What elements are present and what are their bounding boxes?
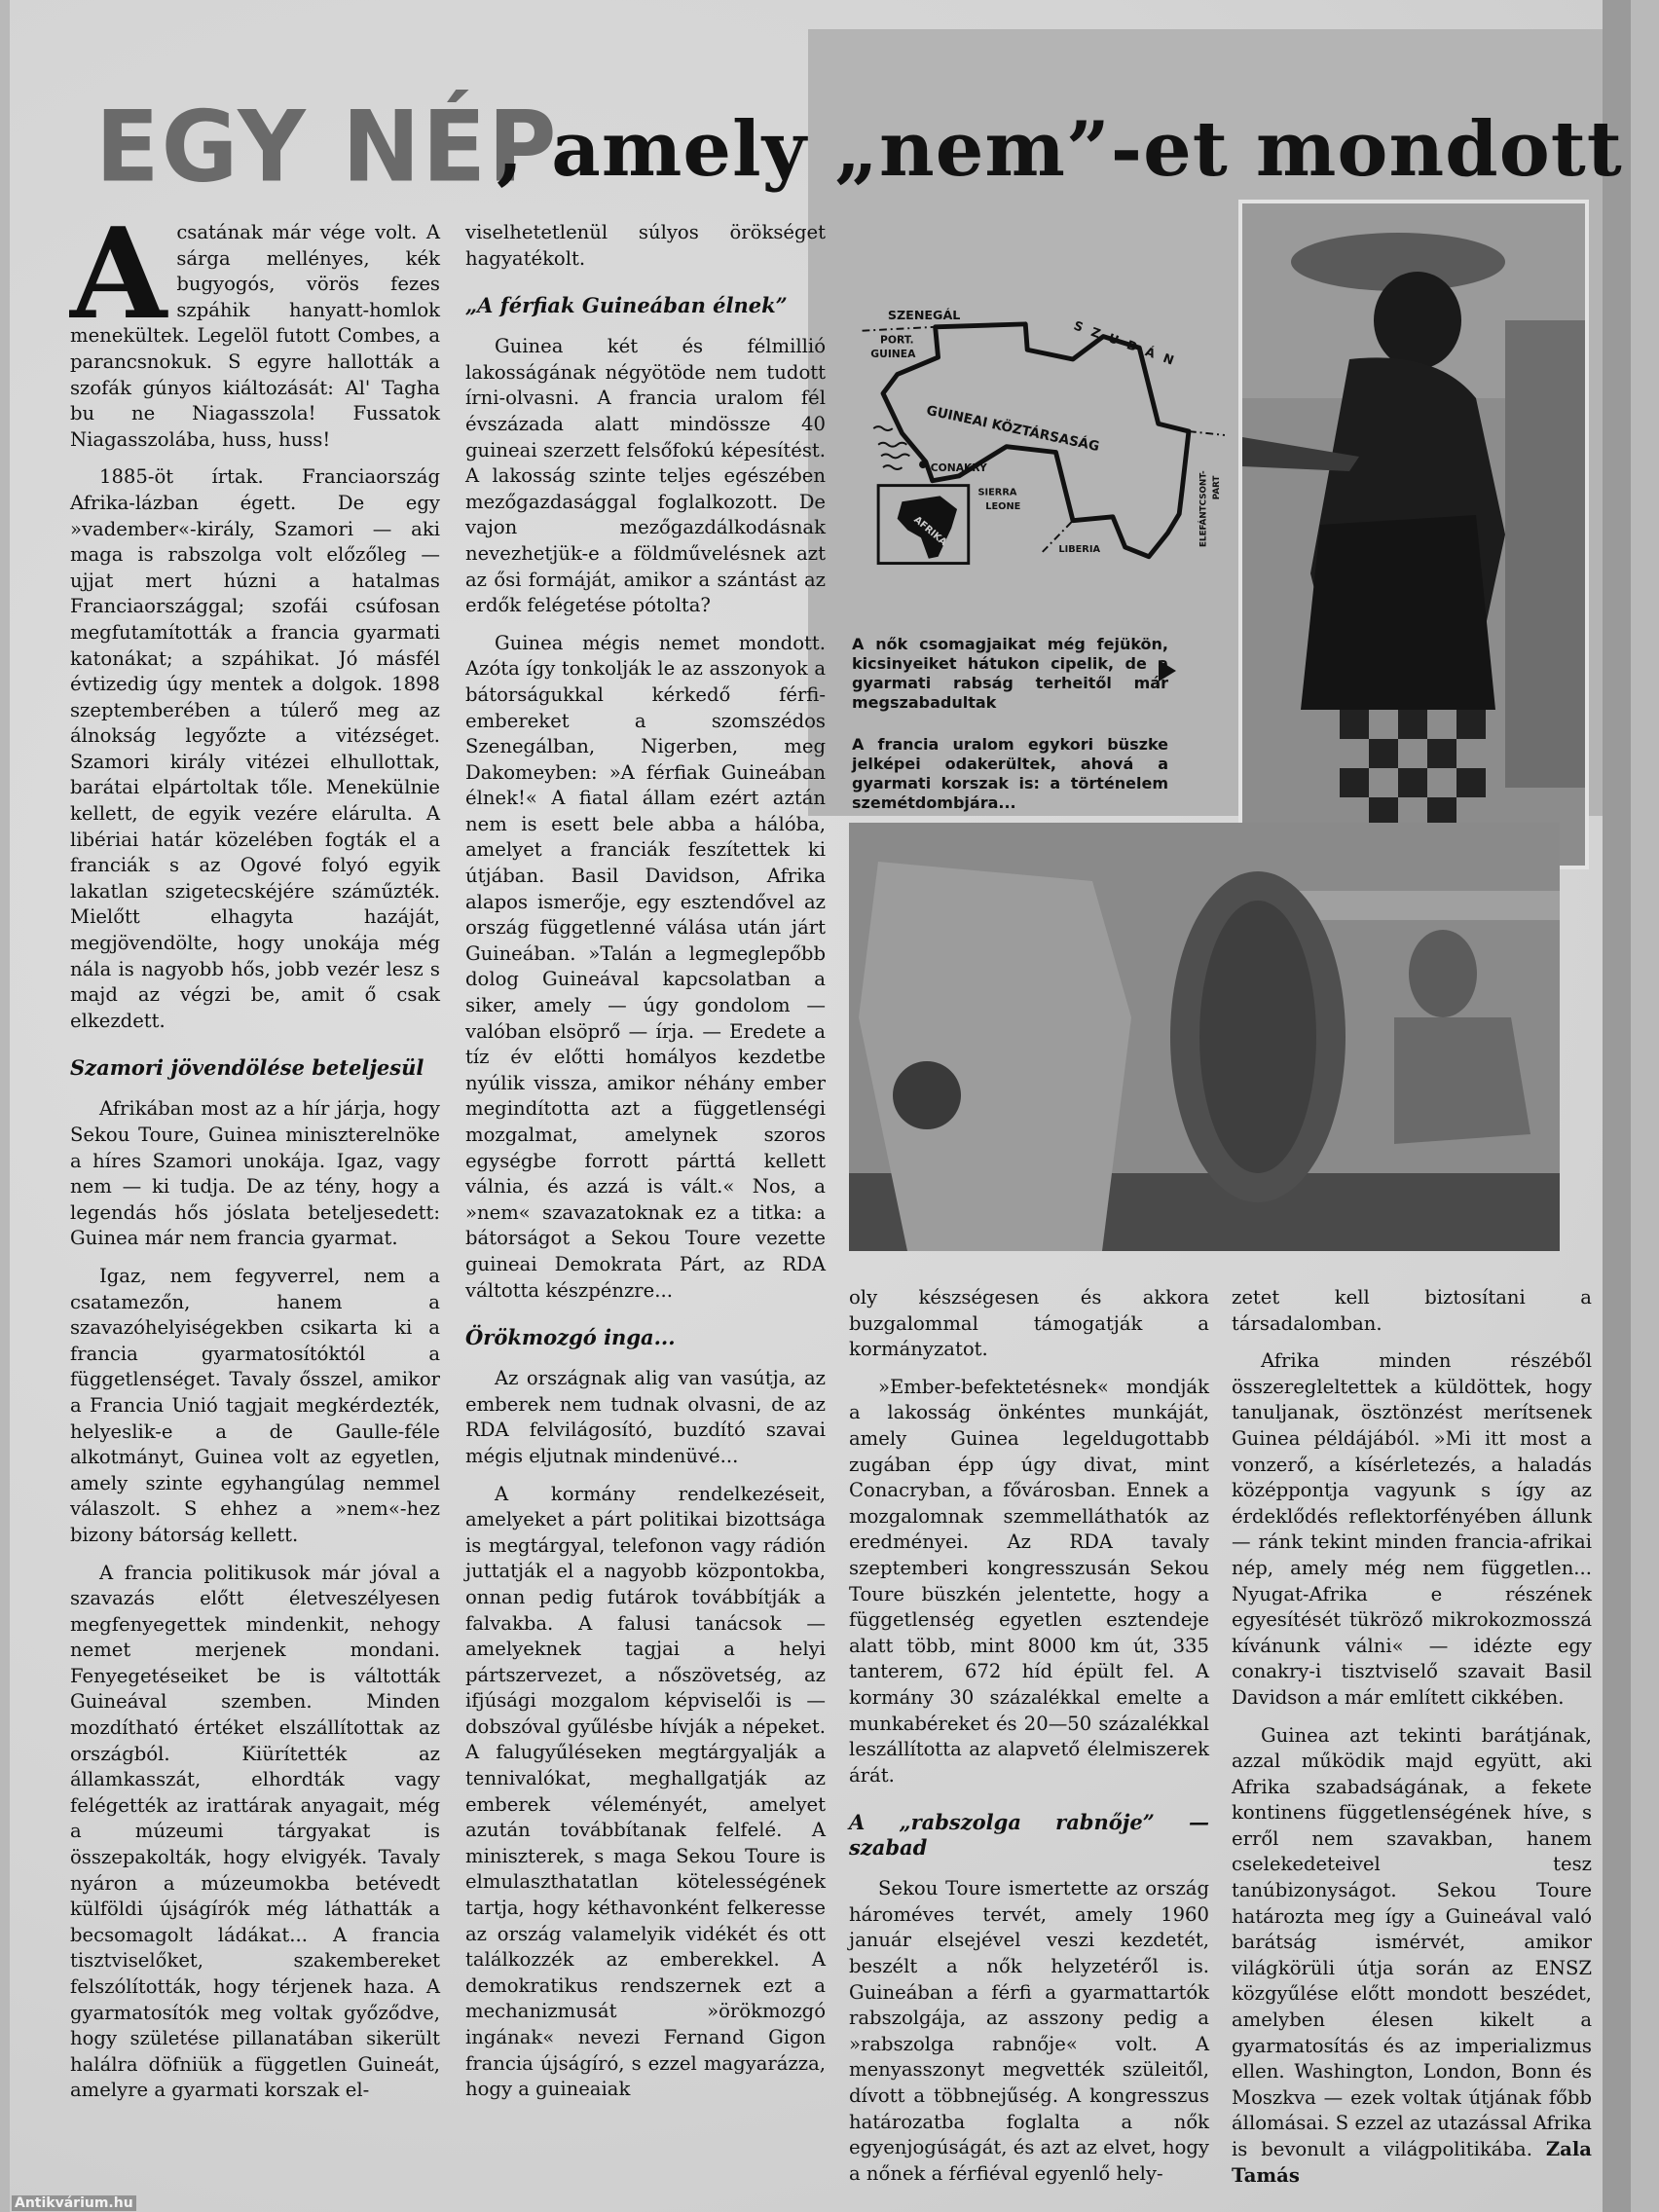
subheading: A „rabszolga rabnője” — szabad [849, 1810, 1209, 1861]
article-column-2 [465, 220, 826, 2115]
paragraph: Acsatának már vége volt. A sárga mellényes, kék bugyogós, vörös fezes szpáhik hanyatt-homlok menekültek. Legelöl futott Combes, a parancsnokuk. S egyre hallották a szofák gúnyos kiáltozását: Al' Tagha bu ne Niagasszola! Fussatok Niagasszolába, huss, huss! [70, 202, 440, 451]
article-column-1 [70, 202, 440, 2116]
paragraph: Guinea két és félmillió lakosságának négyötöde nem tudott írni-olvasni. A francia uralom fél évszázada alatt mindössze 40 guineai szerzett felsőfokú képesítést. A lakosság szinte teljes egészében mezőgazdasággal foglalkozott. De vajon mezőgazdálkodásnak nevezhetjük-e a földművelésnek azt az ősi formáját, amikor a szántást az erdők felégetése pótolta? [465, 335, 826, 617]
paragraph: viselhetetlenül súlyos örökséget hagyatékolt. [465, 221, 826, 270]
paragraph: oly készségesen és akkora buzgalommal támogatják a kormányzatot. [849, 1286, 1209, 1361]
photo-colonial-symbols [849, 823, 1560, 1251]
watermark: Antikvárium.hu [12, 2195, 136, 2211]
headline: , amely „nem”-et mondott [497, 105, 1623, 194]
article-column-3 [849, 1285, 1209, 2198]
paragraph: Az országnak alig van vasútja, az emberek nem tudnak olvasni, de az RDA felvilágosító, buzdító szavai mégis eljutnak mindenüvé... [465, 1367, 826, 1467]
map-label-guinea: GUINEAI KÖZTÁRSASÁG [925, 402, 1101, 456]
map-label-sierra-leone: LEONE [985, 501, 1021, 512]
dashed-border [1189, 431, 1225, 435]
paragraph: Afrikában most az a hír járja, hogy Sekou Toure, Guinea miniszterelnöke a híres Szamori unokája. Igaz, vagy nem — ki tudja. De az tény, hogy a legendás hős jóslata beteljesedett: Guinea már nem francia gyarmat. [70, 1097, 440, 1250]
paragraph: Igaz, nem fegyverrel, nem a csatamezőn, hanem a szavazóhelyiségekben csikarta ki a francia gyarmatosítóktól a függetlenséget. Tavaly ősszel, amikor a Francia Unió tagjait megkérdezték, helyeslik-e a de Gaulle-féle alkotmányt, Guinea volt az egyetlen, amely szinte egyhangúlag nemmel válaszolt. S ehhez a »nem«-hez bizony bátorság kellett. [70, 1264, 440, 1546]
photo-woman-carrying-load [1238, 200, 1589, 869]
paragraph: zetet kell biztosítani a társadalomban. [1232, 1286, 1592, 1335]
paragraph: Sekou Toure ismertette az ország hároméves tervét, amely 1960 január elsejével veszi kezdetét, beszélt a nők helyzetéről is. Guineában a férfi a gyarmattartók rabszolgája, az asszony pedig a »rabszolga rabnője« volt. A menyasszonyt megvették szüleitől, dívott a többnejűség. A kongresszus határozatba foglalta a nők egyenjogúságát, és azt az elvet, hogy a nőnek a férfiéval egyenlő hely- [849, 1877, 1209, 2185]
paragraph: »Ember-befektetésnek« mondják a lakosság önkéntes munkáját, amely Guinea legeldugottabb zugában épp úgy divat, mint Conacryban, a fővárosban. Ennek a mozgalomnak szemmelláthatók az eredményei. Az RDA tavaly szeptemberi kongresszusán Sekou Toure büszkén jelentette, hogy a függetlenség egyetlen esztendeje alatt több, mint 8000 km út, 335 tanterem, 672 híd épült fel. A kormány 30 százalékkal emelte a munkabéreket és 20—50 százalékkal leszállította az alapvető élelmiszerek árát. [849, 1375, 1209, 1787]
photo-caption-women: A nők csomagjaikat még fejükön, kicsinyeiket hátukon cipelik, de a gyarmati rabság terheitől már megszabadultak [852, 635, 1168, 712]
map-label-sudan: SZUDÁN [1071, 317, 1185, 371]
map-label-liberia: LIBERIA [1058, 543, 1100, 555]
photo-caption-symbols: A francia uralom egykori büszke jelképei odakerültek, ahová a gyarmati korszak is: a történelem szemétdombjára... [852, 735, 1168, 812]
map-label-port-guinea: GUINEA [870, 348, 916, 360]
map-label-sierra-leone: SIERRA [977, 487, 1017, 498]
drop-cap: A [70, 202, 167, 348]
paragraph: Afrika minden részéből összeregleltettek a küldöttek, hogy tanuljanak, ösztönzést merítsenek Guinea példájából. »Mi itt most a vonzerő, a kísérletezés, a haladás középpontja vagyunk s így az érdeklődés reflektorfényében állunk — ránk tekint minden francia-afrikai nép, amely még nem független... Nyugat-Afrika e részének egyesítését tükröző mikrokozmosszá kívánunk válni« — idézte egy conakry-i tisztviselő szavait Basil Davidson a már említett cikkében. [1232, 1349, 1592, 1709]
guinea-map [845, 277, 1225, 589]
author-signature: Zala Tamás [1232, 2138, 1592, 2187]
caption-arrow-icon [1159, 660, 1176, 682]
map-label-senegal: SZENEGÁL [887, 308, 961, 322]
map-label-ivory-coast: PART [1212, 475, 1223, 500]
paragraph: A kormány rendelkezéseit, amelyeket a párt politikai bizottsága is megtárgyal, telefonon vagy rádión juttatják el a nagyobb központokba, onnan pedig futárok továbbítják a falvakba. A falusi tanácsok — amelyeknek tagjai a helyi pártszervezet, a nőszövetség, az ifjúsági mozgalom képviselői is — dobszóval gyűlésbe hívják a népeket. A falugyűléseken megtárgyalják a tennivalókat, meghallgatják az emberek véleményét, amelyet azután továbbítanak felfelé. A miniszterek, s maga Sekou Toure is elmulaszthatatlan kötelességének tartja, hogy kéthavonként felkeresse az ország valamelyik vidékét és ott találkozzék az emberekkel. A demokratikus rendszernek ezt a mechanizmusát »örökmozgó ingának« nevezi Fernand Gigon francia újságíró, s ezzel magyarázza, hogy a guineaiak [465, 1482, 826, 2101]
subheading: Örökmozgó inga... [465, 1325, 676, 1350]
subheading: „A férfiak Guineában élnek” [465, 293, 788, 318]
paragraph: Guinea mégis nemet mondott. Azóta így tonkolják le az asszonyok a bátorságukkal kérkedő férfi-embereket a szomszédos Szenegálban, Nigerben, meg Dakomeyben: »A férfiak Guineában élnek!« A fiatal állam ezért aztán nem is esett bele abba a hálóba, amelyet a franciák feszítettek ki útjában. Basil Davidson, Afrika alapos ismerője, egy esztendővel az ország függetlenné válása után járt Guineában. »Talán a legmeglepőbb dolog Guineával kapcsolatban a siker, amely — úgy gondolom — valóban elsöprő — írja. — Eredete a tíz év előtti homályos kezdetbe nyúlik vissza, amikor néhány ember megindította azt a függetlenségi mozgalmat, amelynek szoros egységbe forrott párttá kellett válnia, és azzá is vált.« Nos, a »nem« szavazatoknak ez a titka: a bátorságot a Sekou Toure vezette guineai Demokrata Párt, az RDA váltotta készpénzre... [465, 631, 826, 1302]
conakry-marker [919, 461, 927, 468]
map-label-africa: AFRIKA [911, 514, 949, 549]
map-label-conakry: CONAKRY [930, 461, 987, 474]
map-label-port-guinea: PORT. [880, 333, 914, 347]
dashed-border [863, 327, 936, 331]
paragraph: 1885-öt írtak. Franciaország Afrika-lázban égett. De egy »vadember«-király, Szamori — aki maga is rabszolga volt előzőleg — ujjat mert húzni a hatalmas Franciaországgal; szofái csúfosan megfutamították a francia gyarmati katonákat; a szpáhikat. Jó másfél évtizedig úgy mentek a dolgok. 1898 szeptemberében a túlerő meg az álnokság legyőzte a vitézséget. Szamori király vitézei elhullottak, barátai elpártoltak tőle. Menekülnie kellett, de egyik vezére elárulta. A libériai határ közelében fogták el a franciák s az Ogové folyó egyik lakatlan szigetecskéjére száműzték. Mielőtt elhagyta hazáját, megjövendölte, hogy unokája még nála is nagyobb hős, jobb vezér lesz s majd az végzi be, amit ő csak elkezdett. [70, 465, 440, 1032]
magazine-page [10, 0, 1631, 2212]
paragraph: Guinea azt tekinti barátjának, azzal működik majd együtt, aki Afrika szabadságának, a fekete kontinens függetlenségének híve, s erről nem szavakban, hanem cselekedeteivel tesz tanúbizonyságot. Sekou Toure határozta meg így a Guineával való barátság ismérvét, amikor világkörüli útja során az ENSZ közgyűlése előtt mondott beszédet, amelyben élesen kikelt a gyarmatosítás és az imperializmus ellen. Washington, London, Bonn és Moszkva — ezek voltak útjának főbb állomásai. S ezzel az utazással Afrika is bevonult a világpolitikába. Zala Tamás [1232, 1723, 1592, 2187]
map-label-ivory-coast: ELEFÁNTCSONT- [1198, 470, 1209, 547]
photo-symbols-graphic [849, 823, 1560, 1251]
subheading: Szamori jövendölése beteljesül [70, 1055, 424, 1081]
article-column-4 [1232, 1285, 1592, 2200]
page-edge [1603, 0, 1631, 2212]
photo-woman-graphic [1242, 203, 1585, 866]
paragraph: A francia politikusok már jóval a szavazás előtt életveszélyesen megfenyegettek mindenkit, nehogy nemet merjenek mondani. Fenyegetéseiket be is váltották Guineával szemben. Minden mozdítható értéket elszállítottak az országból. Kiürítették az államkasszát, elhordták vagy felégették az irattárak anyagait, még a múzeumi tárgyakat is összepakolták, hogy elvigyék. Tavaly nyáron a múzeumokba betévedt külföldi újságírók még láthatták a becsomagolt ládákat... A francia tisztviselőket, szakembereket felszólították, hogy térjenek haza. A gyarmatosítók meg voltak győződve, hogy születése pillanatában sikerült halálra döfniük a független Guineát, amelyre a gyarmati korszak el- [70, 1561, 440, 2102]
map-graphic [845, 277, 1225, 589]
headline-stamp: EGY NÉP [95, 90, 559, 204]
